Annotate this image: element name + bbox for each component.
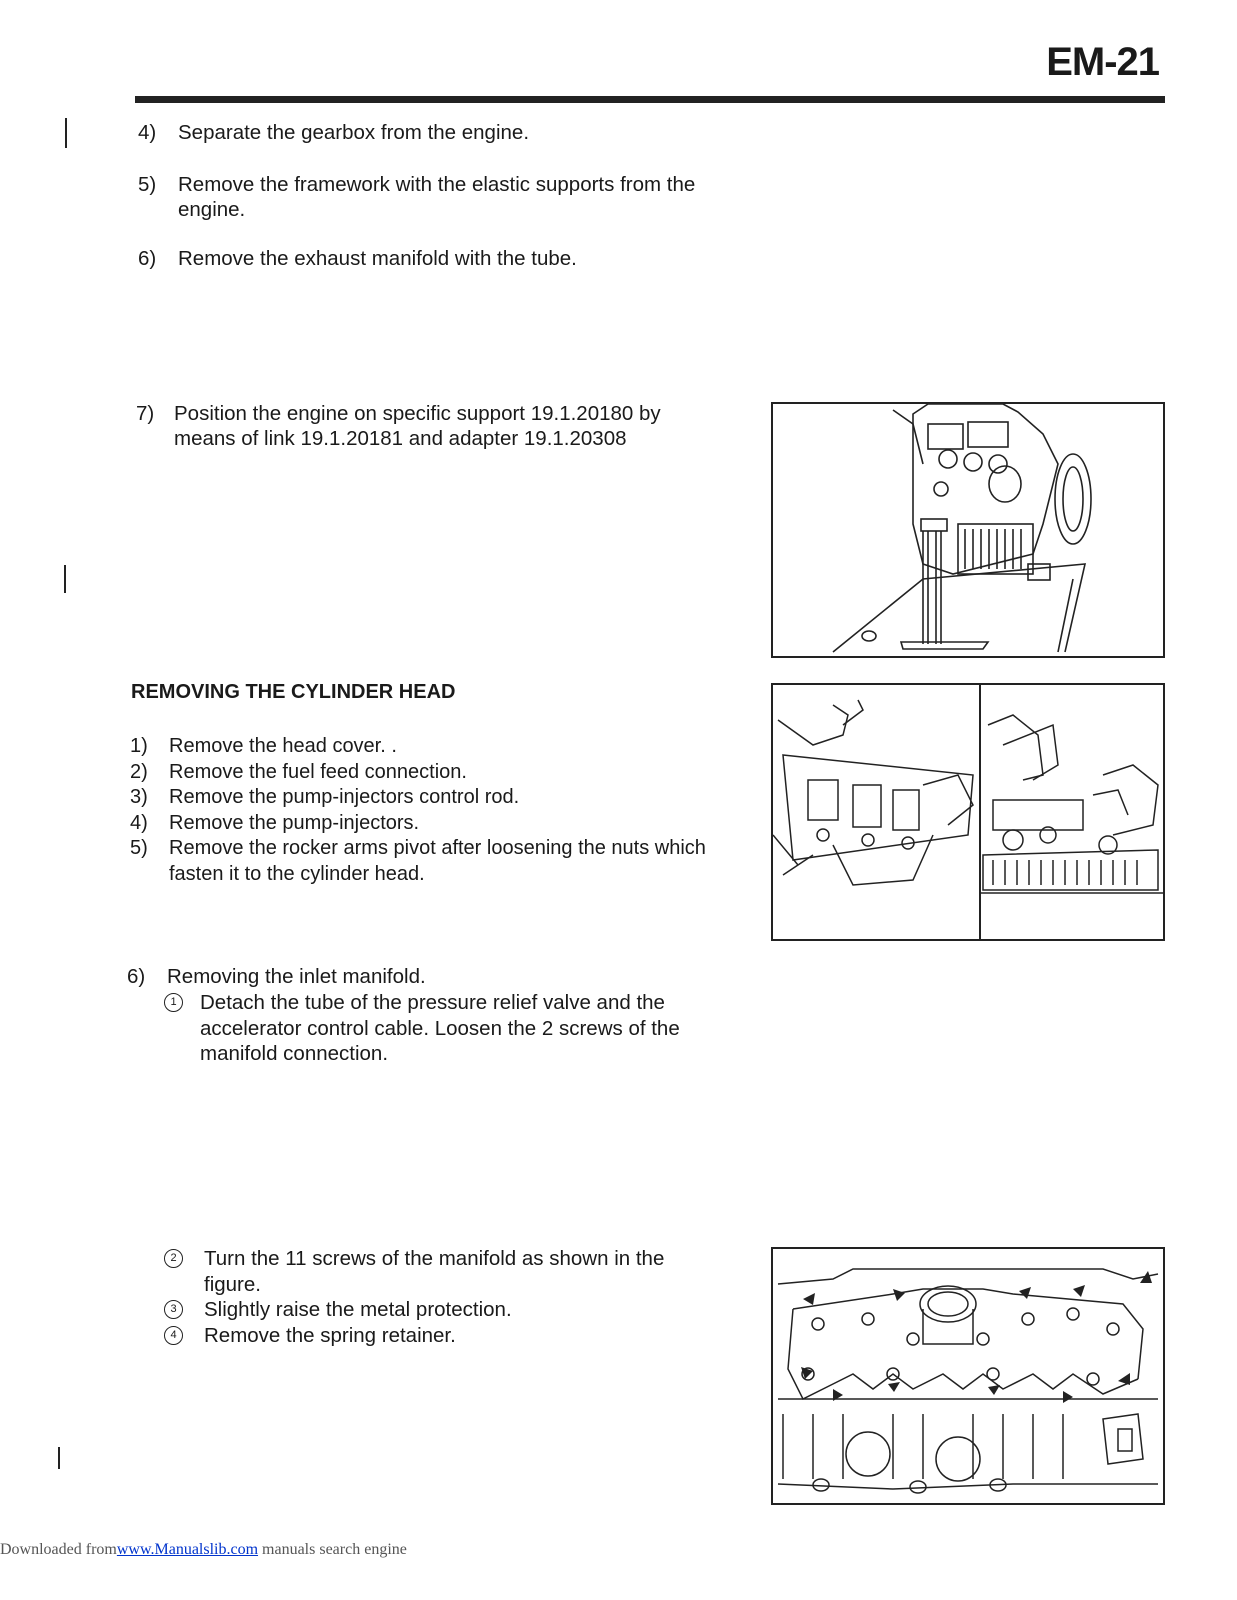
substep-2 — [164, 1246, 724, 1298]
item-text: Remove the fuel feed connection. — [169, 760, 467, 783]
substep-1 — [164, 990, 724, 1070]
download-footer — [0, 1541, 407, 1559]
inlet-manifold-figure — [771, 1247, 1165, 1505]
revision-bar — [58, 1447, 60, 1469]
step-number: 4) — [138, 121, 157, 144]
item-text: Remove the head cover. . — [169, 735, 397, 757]
item-text: Remove the pump-injectors control rod. — [169, 786, 520, 808]
substep-text: Detach the tube of the pressure relief valve and the accelerator control cable. Loosen the 2 screws of the manifold connection. — [200, 991, 680, 1065]
manualslib-link[interactable]: www.Manualslib.com — [116, 1541, 259, 1558]
substep-text: Slightly raise the metal protection. — [204, 1298, 512, 1321]
step-text: Separate the gearbox from the engine. — [178, 121, 530, 144]
step-6 — [138, 246, 738, 272]
item-number: 4) — [130, 811, 148, 834]
circled-number: 4 — [164, 1326, 183, 1345]
step-5 — [138, 172, 738, 224]
footer-suffix: manuals search engine — [262, 1541, 407, 1558]
list-item — [130, 734, 730, 760]
step-7 — [136, 401, 736, 453]
manifold-screws-illustration — [773, 1249, 1163, 1503]
step-number: 5) — [138, 173, 157, 196]
cylinder-head-steps — [130, 734, 730, 887]
substep-4 — [164, 1323, 724, 1349]
substep-3 — [164, 1297, 724, 1323]
circled-number: 2 — [164, 1249, 183, 1268]
list-item — [130, 811, 730, 837]
item-number: 5) — [130, 837, 148, 859]
step-number: 7) — [136, 402, 155, 425]
header-rule — [135, 96, 1165, 103]
step-4 — [138, 120, 738, 146]
revision-bar — [65, 118, 67, 148]
substep-text: Remove the spring retainer. — [204, 1324, 456, 1347]
cylinder-head-figure — [771, 683, 1165, 941]
item-number: 3) — [130, 786, 148, 808]
section-heading: REMOVING THE CYLINDER HEAD — [131, 681, 456, 703]
engine-support-figure — [771, 402, 1165, 658]
step-text: Remove the exhaust manifold with the tube. — [178, 247, 577, 270]
hands-removing-parts-illustration — [773, 685, 1163, 939]
step-6-inlet-manifold — [127, 964, 727, 990]
circled-number: 3 — [164, 1300, 183, 1319]
list-item — [130, 760, 730, 786]
item-text: Remove the pump-injectors. — [169, 811, 420, 834]
substep-text: Turn the 11 screws of the manifold as shown in the figure. — [204, 1247, 665, 1296]
list-item — [130, 785, 730, 811]
page-number: EM-21 — [1046, 40, 1159, 84]
step-text: Removing the inlet manifold. — [167, 965, 426, 988]
step-number: 6) — [138, 247, 157, 270]
item-number: 2) — [130, 760, 148, 783]
circled-number: 1 — [164, 993, 183, 1012]
step-number: 6) — [127, 965, 146, 988]
revision-bar — [64, 565, 66, 593]
engine-on-stand-illustration — [773, 404, 1163, 656]
item-text: Remove the rocker arms pivot after loosening the nuts which fasten it to the cylinder head. — [169, 837, 706, 885]
step-text: Remove the framework with the elastic supports from the engine. — [178, 173, 696, 221]
footer-prefix: Downloaded from — [0, 1541, 117, 1558]
step-text: Position the engine on specific support 19.1.20180 by means of link 19.1.20181 and adapter 19.1.20308 — [174, 402, 661, 450]
item-number: 1) — [130, 735, 148, 757]
list-item — [130, 836, 714, 887]
